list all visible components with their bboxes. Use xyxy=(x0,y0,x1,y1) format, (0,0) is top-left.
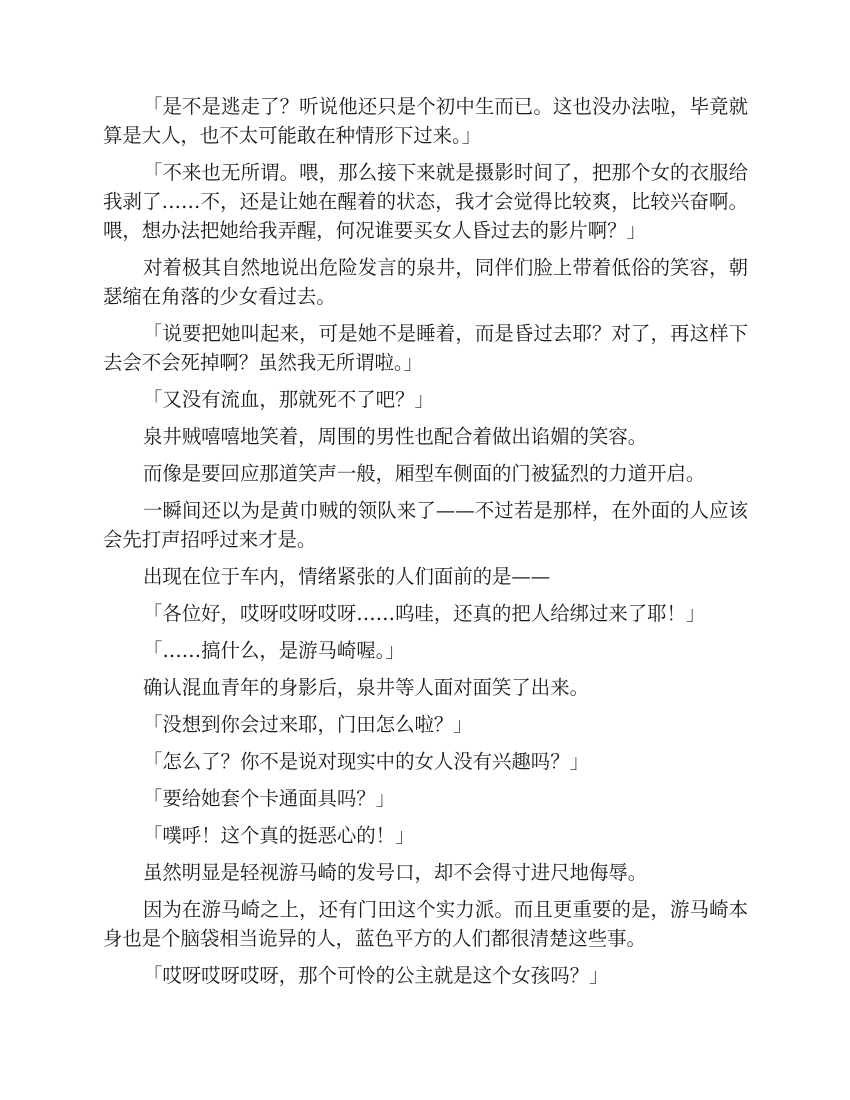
paragraph: 对着极其自然地说出危险发言的泉井，同伴们脸上带着低俗的笑容，朝瑟缩在角落的少女看过去。 xyxy=(103,256,748,308)
paragraph: 而像是要回应那道笑声一般，厢型车侧面的门被猛烈的力道开启。 xyxy=(143,462,706,485)
paragraph: 出现在位于车内，情绪紧张的人们面前的是—— xyxy=(143,565,551,588)
paragraph: 因为在游马崎之上，还有门田这个实力派。而且更重要的是，游马崎本身也是个脑袋相当诡异的人，蓝色平方的人们都很清楚这些事。 xyxy=(103,898,748,950)
document-body xyxy=(103,92,748,998)
paragraph: 泉井贼嘻嘻地笑着，周围的男性也配合着做出谄媚的笑容。 xyxy=(143,425,648,448)
paragraph: 「又没有流血，那就死不了吧？」 xyxy=(143,388,434,411)
paragraph: 「怎么了？你不是说对现实中的女人没有兴趣吗？」 xyxy=(143,750,589,773)
paragraph: 「没想到你会过来耶，门田怎么啦？」 xyxy=(143,713,473,736)
paragraph: 虽然明显是轻视游马崎的发号口，却不会得寸进尺地侮辱。 xyxy=(143,861,648,884)
paragraph: 「说要把她叫起来，可是她不是睡着，而是昏过去耶？对了，再这样下去会不会死掉啊？虽然我无所谓啦。」 xyxy=(103,322,748,374)
paragraph: 「哎呀哎呀哎呀，那个可怜的公主就是这个女孩吗？」 xyxy=(143,964,609,987)
paragraph: 「不来也无所谓。喂，那么接下来就是摄影时间了，把那个女的衣服给我剥了……不，还是让她在醒着的状态，我才会觉得比较爽，比较兴奋啊。喂，想办法把她给我弄醒，何况谁要买女人昏过去的影片啊？」 xyxy=(103,161,748,242)
paragraph: 「噗呼！这个真的挺恶心的！」 xyxy=(143,824,415,847)
paragraph: 「要给她套个卡通面具吗？」 xyxy=(143,787,396,810)
paragraph: 「各位好，哎呀哎呀哎呀……呜哇，还真的把人给绑过来了耶！」 xyxy=(143,602,706,625)
paragraph: 「是不是逃走了？听说他还只是个初中生而已。这也没办法啦，毕竟就算是大人，也不太可能敢在种情形下过来。」 xyxy=(103,95,748,147)
paragraph: 一瞬间还以为是黄巾贼的领队来了——不过若是那样，在外面的人应该会先打声招呼过来才是。 xyxy=(103,499,748,551)
paragraph: 「……搞什么，是游马崎喔。」 xyxy=(143,639,405,662)
paragraph: 确认混血青年的身影后，泉井等人面对面笑了出来。 xyxy=(143,676,589,699)
